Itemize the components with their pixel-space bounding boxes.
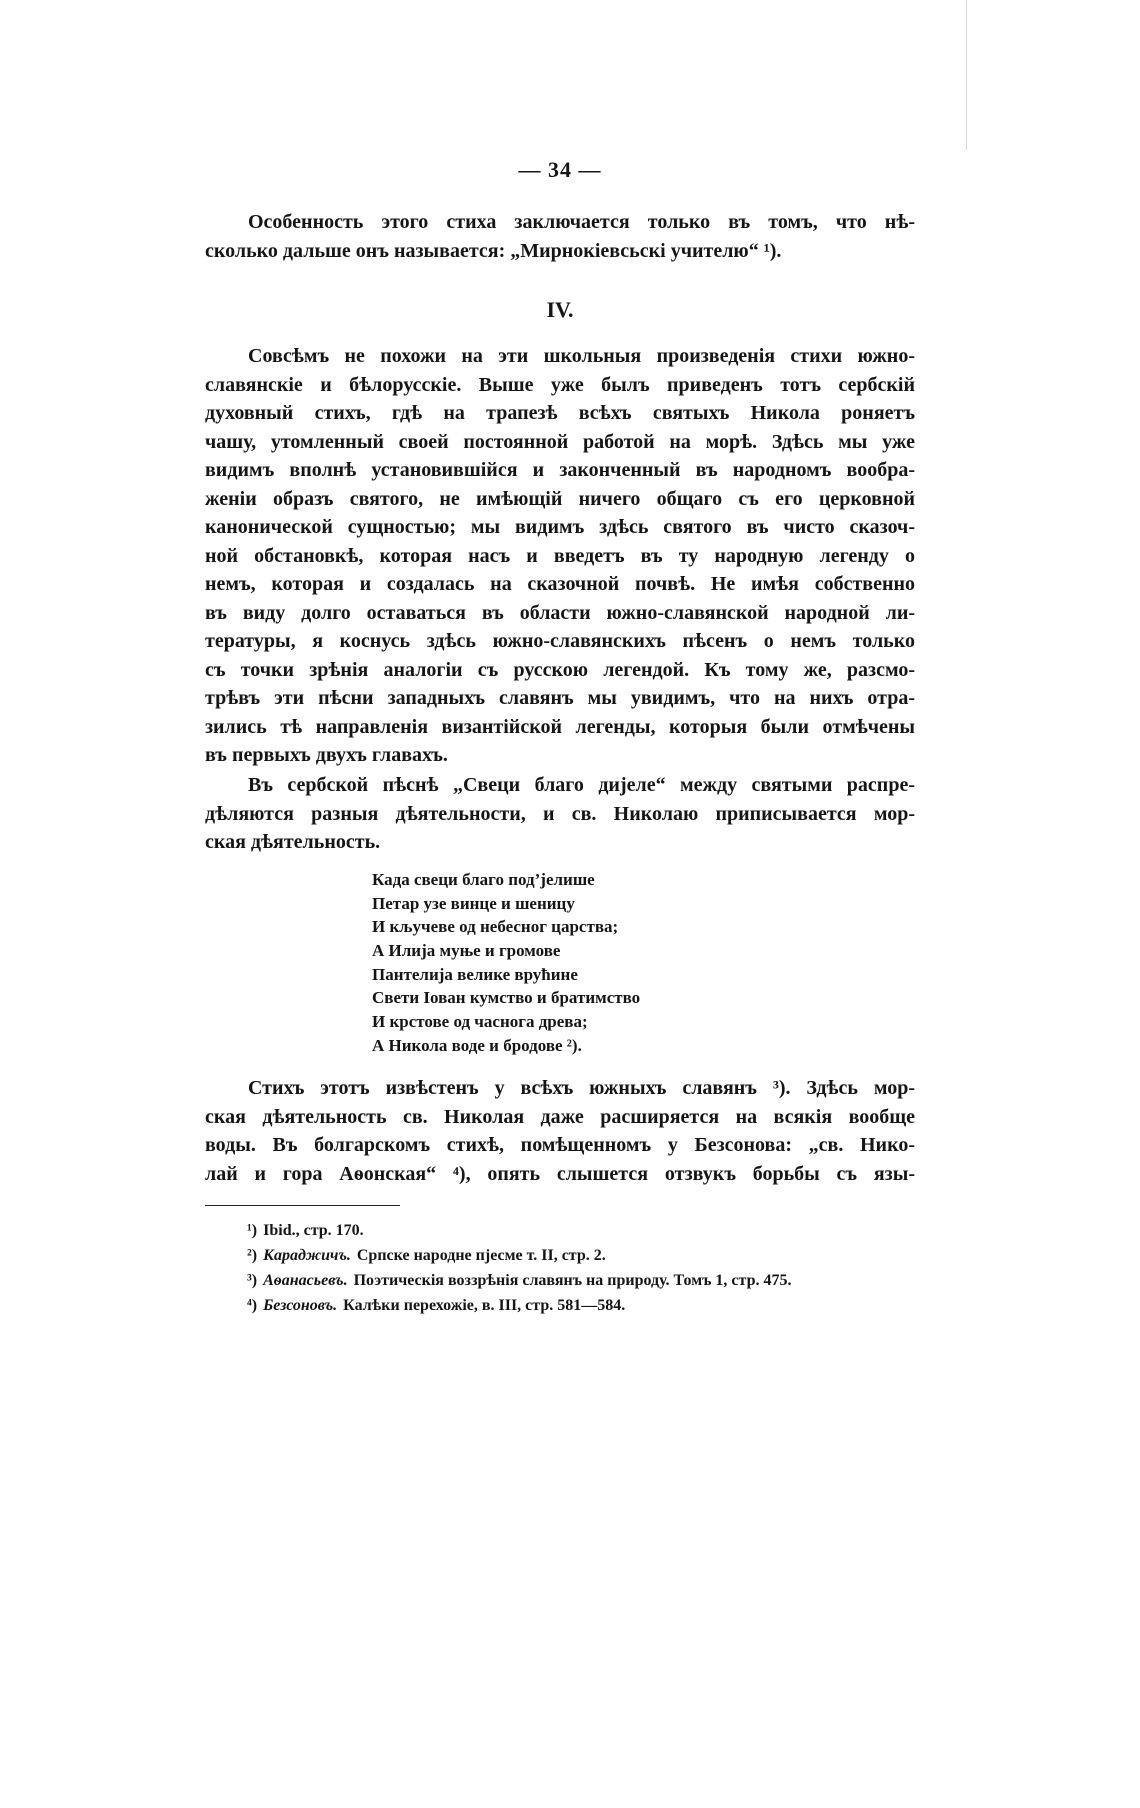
page-number: — 34 — — [518, 157, 602, 182]
footnote-text: Српске народне пјесме т. II, стр. 2. — [356, 1247, 606, 1264]
footnote-author: Безсоновъ. — [263, 1297, 338, 1314]
poem-quotation — [372, 868, 792, 1058]
footnote-rule — [205, 1205, 400, 1206]
paragraph-4 — [205, 1074, 915, 1188]
footnotes — [247, 1218, 915, 1318]
footnote — [247, 1243, 915, 1268]
paragraph-line: въ первыхъ двухъ главахъ. — [205, 744, 448, 766]
paragraph-2 — [205, 342, 915, 770]
footnote — [247, 1218, 915, 1243]
paragraph-line: Стихъ этотъ извѣстенъ у всѣхъ южныхъ славянъ ³). Здѣсь мор- — [248, 1077, 915, 1099]
poem-line: А Никола воде и бродове ²). — [372, 1035, 582, 1055]
paragraph-line: трѣвъ эти пѣсни западныхъ славянъ мы увидимъ, что на нихъ отра- — [205, 687, 915, 709]
poem-line: Свети Іован кумство и братимство — [372, 988, 641, 1008]
poem-line: Петар узе винце и шеницу — [372, 893, 575, 913]
paragraph-line: Особенность этого стиха заключается только въ томъ, что нѣ- — [248, 211, 915, 233]
poem-line: Пантелија велике врућине — [372, 964, 578, 984]
paragraph-line: дѣляются разныя дѣятельности, и св. Николаю приписывается мор- — [205, 802, 915, 825]
paragraph-line: Совсѣмъ не похожи на эти школьныя произведенія стихи южно- — [248, 345, 915, 367]
poem-line: А Илија муње и громове — [372, 941, 561, 961]
footnote — [247, 1293, 915, 1318]
paragraph-line: видимъ вполнѣ установившійся и законченный въ народномъ вообра- — [205, 459, 915, 481]
paragraph-line: ной обстановкѣ, которая насъ и введетъ въ ту народную легенду о — [205, 544, 915, 567]
footnote-marker: ³) — [247, 1272, 258, 1289]
poem-line: Када свеци благо под’јелише — [372, 870, 595, 889]
paragraph-line: ская дѣятельность. — [205, 831, 381, 853]
poem-line: И кључеве од небесног царства; — [372, 917, 619, 937]
paragraph-line: немъ, которая и создалась на сказочной почвѣ. Не имѣя собственно — [205, 573, 915, 595]
footnote-marker: ²) — [247, 1247, 258, 1264]
section-heading: IV. — [546, 297, 574, 322]
paragraph-line: духовный стихъ, гдѣ на трапезѣ всѣхъ святыхъ Никола роняетъ — [205, 402, 915, 424]
poem-line: И крстове од часнога древа; — [372, 1012, 588, 1032]
footnote-text: Ibid., стр. 170. — [263, 1222, 364, 1239]
paragraph-line: славянскіе и бѣлорусскіе. Выше уже былъ приведенъ тотъ сербскій — [205, 373, 915, 396]
paragraph-line: Въ сербской пѣснѣ „Свеци благо дијеле“ между святыми распре- — [248, 774, 915, 796]
paragraph-line: зились тѣ направленія византійской легенды, которыя были отмѣчены — [205, 715, 915, 738]
paragraph-line: чашу, утомленный своей постоянной работой на морѣ. Здѣсь мы уже — [205, 430, 915, 453]
paragraph-1 — [205, 208, 915, 265]
paragraph-3 — [205, 771, 915, 857]
paragraph-line: въ виду долго оставаться въ области южно-славянской народной ли- — [205, 601, 915, 624]
paragraph-line: лай и гора Аѳонская“ ⁴), опять слышется отзвукъ борьбы съ язы- — [205, 1162, 915, 1185]
footnote-marker: ¹) — [247, 1222, 258, 1239]
paragraph-line: съ точки зрѣнія аналогіи съ русскою легендой. Къ тому же, разсмо- — [205, 658, 915, 681]
paragraph-line: канонической сущностью; мы видимъ здѣсь святого въ чисто сказоч- — [205, 516, 915, 538]
footnote — [247, 1268, 915, 1293]
paragraph-line: тературы, я коснусь здѣсь южно-славянскихъ пѣсенъ о немъ только — [205, 630, 915, 652]
footnote-text: Калѣки перехожіе, в. III, стр. 581—584. — [343, 1297, 626, 1314]
scan-edge-line — [966, 0, 967, 150]
paragraph-line: ская дѣятельность св. Николая даже расширяется на всякія вообще — [205, 1105, 915, 1128]
footnote-marker: ⁴) — [247, 1297, 258, 1314]
footnote-text: Поэтическія воззрѣнія славянъ на природу. Томъ 1, стр. 475. — [353, 1272, 792, 1289]
paragraph-line: воды. Въ болгарскомъ стихѣ, помѣщенномъ у Безсонова: „св. Нико- — [205, 1134, 915, 1156]
footnote-author: Аѳанасьевъ. — [263, 1272, 348, 1289]
paragraph-line: женіи образъ святого, не имѣющій ничего общаго съ его церковной — [205, 487, 915, 510]
footnote-author: Караджичъ. — [263, 1247, 351, 1264]
paragraph-line: сколько дальше онъ называется: „Мирнокіевсьскі учителю“ ¹). — [205, 239, 782, 262]
